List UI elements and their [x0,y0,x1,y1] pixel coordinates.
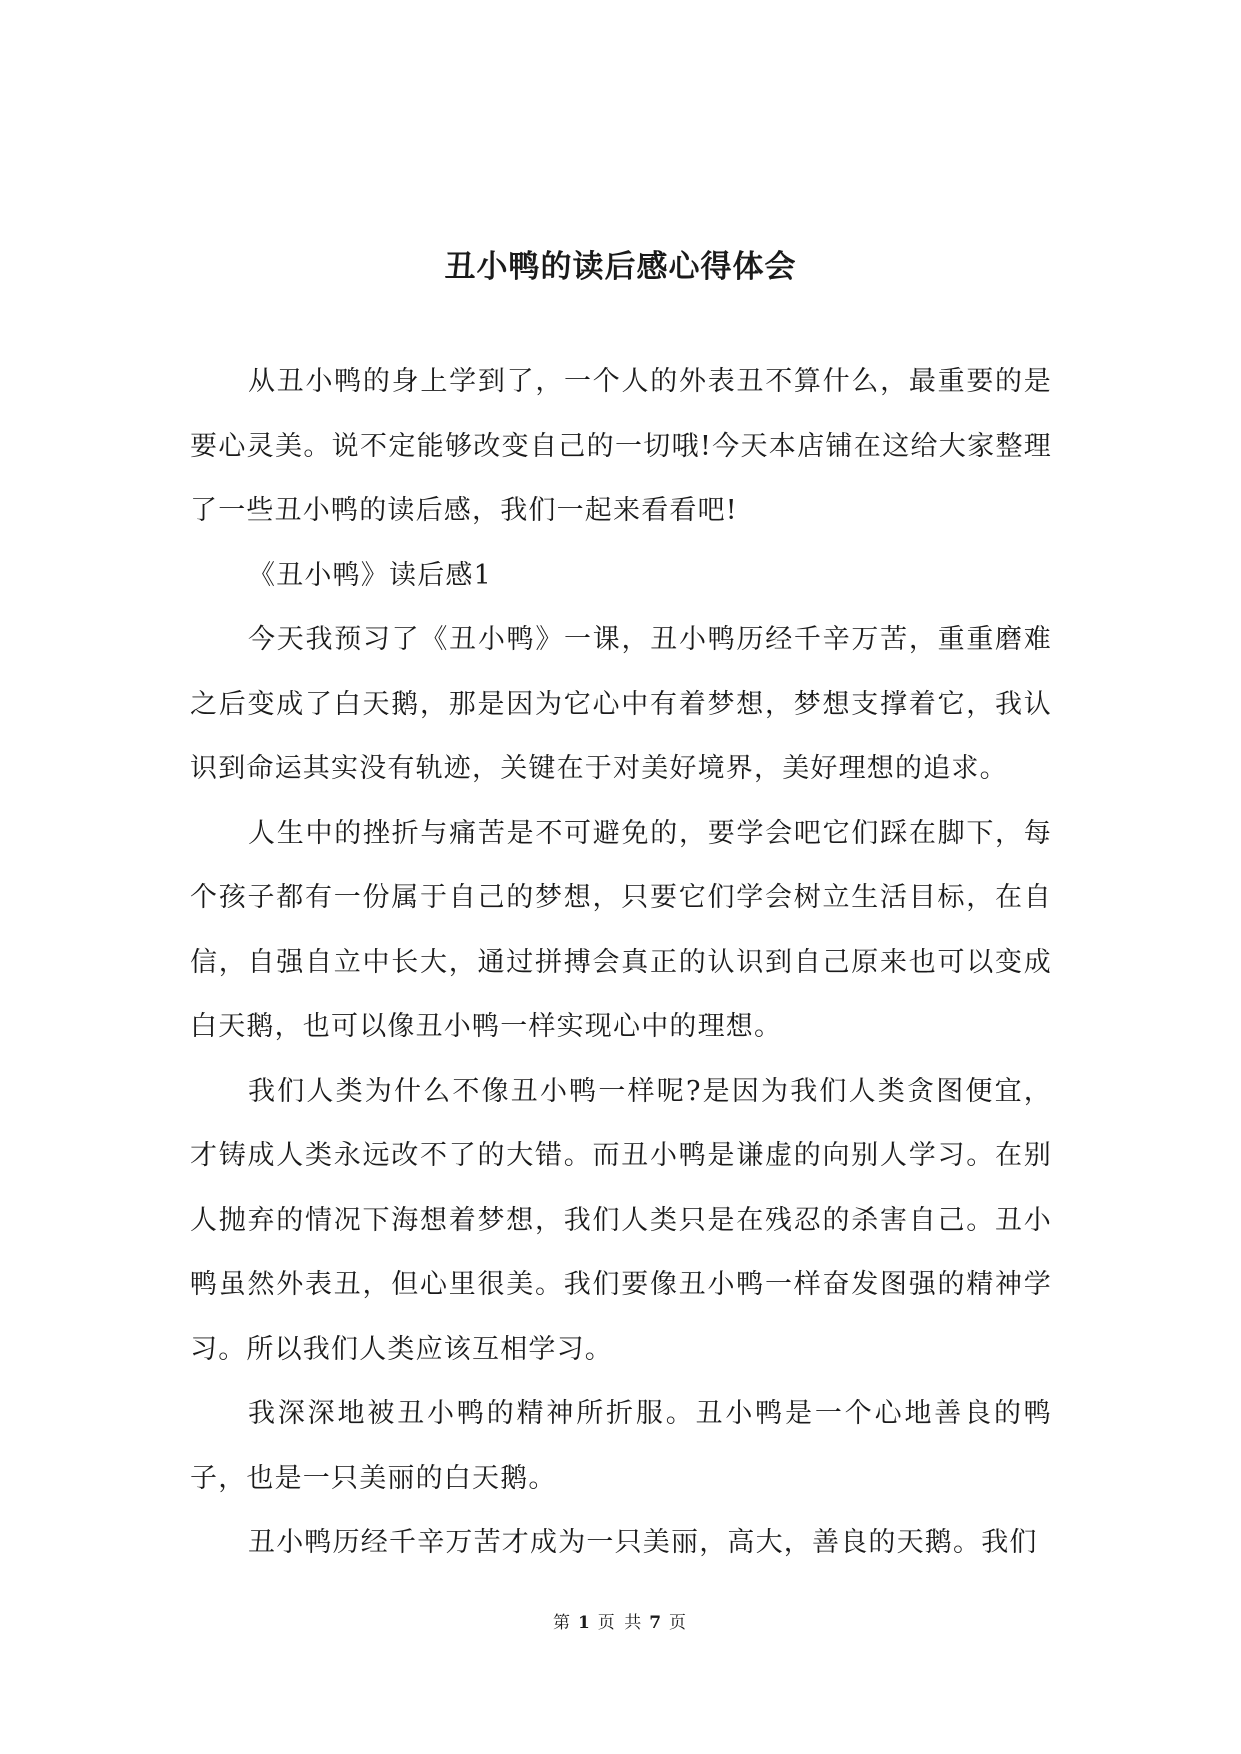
document-title: 丑小鸭的读后感心得体会 [444,248,797,285]
footer-suffix: 页 [669,1613,689,1633]
document-body [190,350,1052,1576]
intro-paragraph: 从丑小鸭的身上学到了，一个人的外表丑不算什么，最重要的是要心灵美。说不定能够改变自己的一切哦!今天本店铺在这给大家整理了一些丑小鸭的读后感，我们一起来看看吧! [190,366,1052,526]
body-paragraph: 今天我预习了《丑小鸭》一课，丑小鸭历经千辛万苦，重重磨难之后变成了白天鹅，那是因为它心中有着梦想，梦想支撑着它，我认识到命运其实没有轨迹，关键在于对美好境界，美好理想的追求。 [190,624,1052,784]
footer-prefix: 第 [552,1613,572,1633]
page-footer [0,1611,1241,1635]
body-paragraph: 人生中的挫折与痛苦是不可避免的，要学会吧它们踩在脚下，每个孩子都有一份属于自己的梦想，只要它们学会树立生活目标，在自信，自强自立中长大，通过拼搏会真正的认识到自己原来也可以变成白天鹅，也可以像丑小鸭一样实现心中的理想。 [190,817,1052,1042]
current-page-number: 1 [577,1613,592,1633]
total-pages-number: 7 [649,1613,664,1633]
footer-middle: 页 共 [597,1613,644,1633]
body-paragraph: 我们人类为什么不像丑小鸭一样呢?是因为我们人类贪图便宜，才铸成人类永远改不了的大错。而丑小鸭是谦虚的向别人学习。在别人抛弃的情况下海想着梦想，我们人类只是在残忍的杀害自己。丑小鸭虽然外表丑，但心里很美。我们要像丑小鸭一样奋发图强的精神学习。所以我们人类应该互相学习。 [190,1075,1052,1365]
body-paragraph: 我深深地被丑小鸭的精神所折服。丑小鸭是一个心地善良的鸭子，也是一只美丽的白天鹅。 [190,1398,1052,1494]
section-heading: 《丑小鸭》读后感1 [248,559,492,591]
body-paragraph: 丑小鸭历经千辛万苦才成为一只美丽，高大，善良的天鹅。我们 [248,1527,1038,1558]
